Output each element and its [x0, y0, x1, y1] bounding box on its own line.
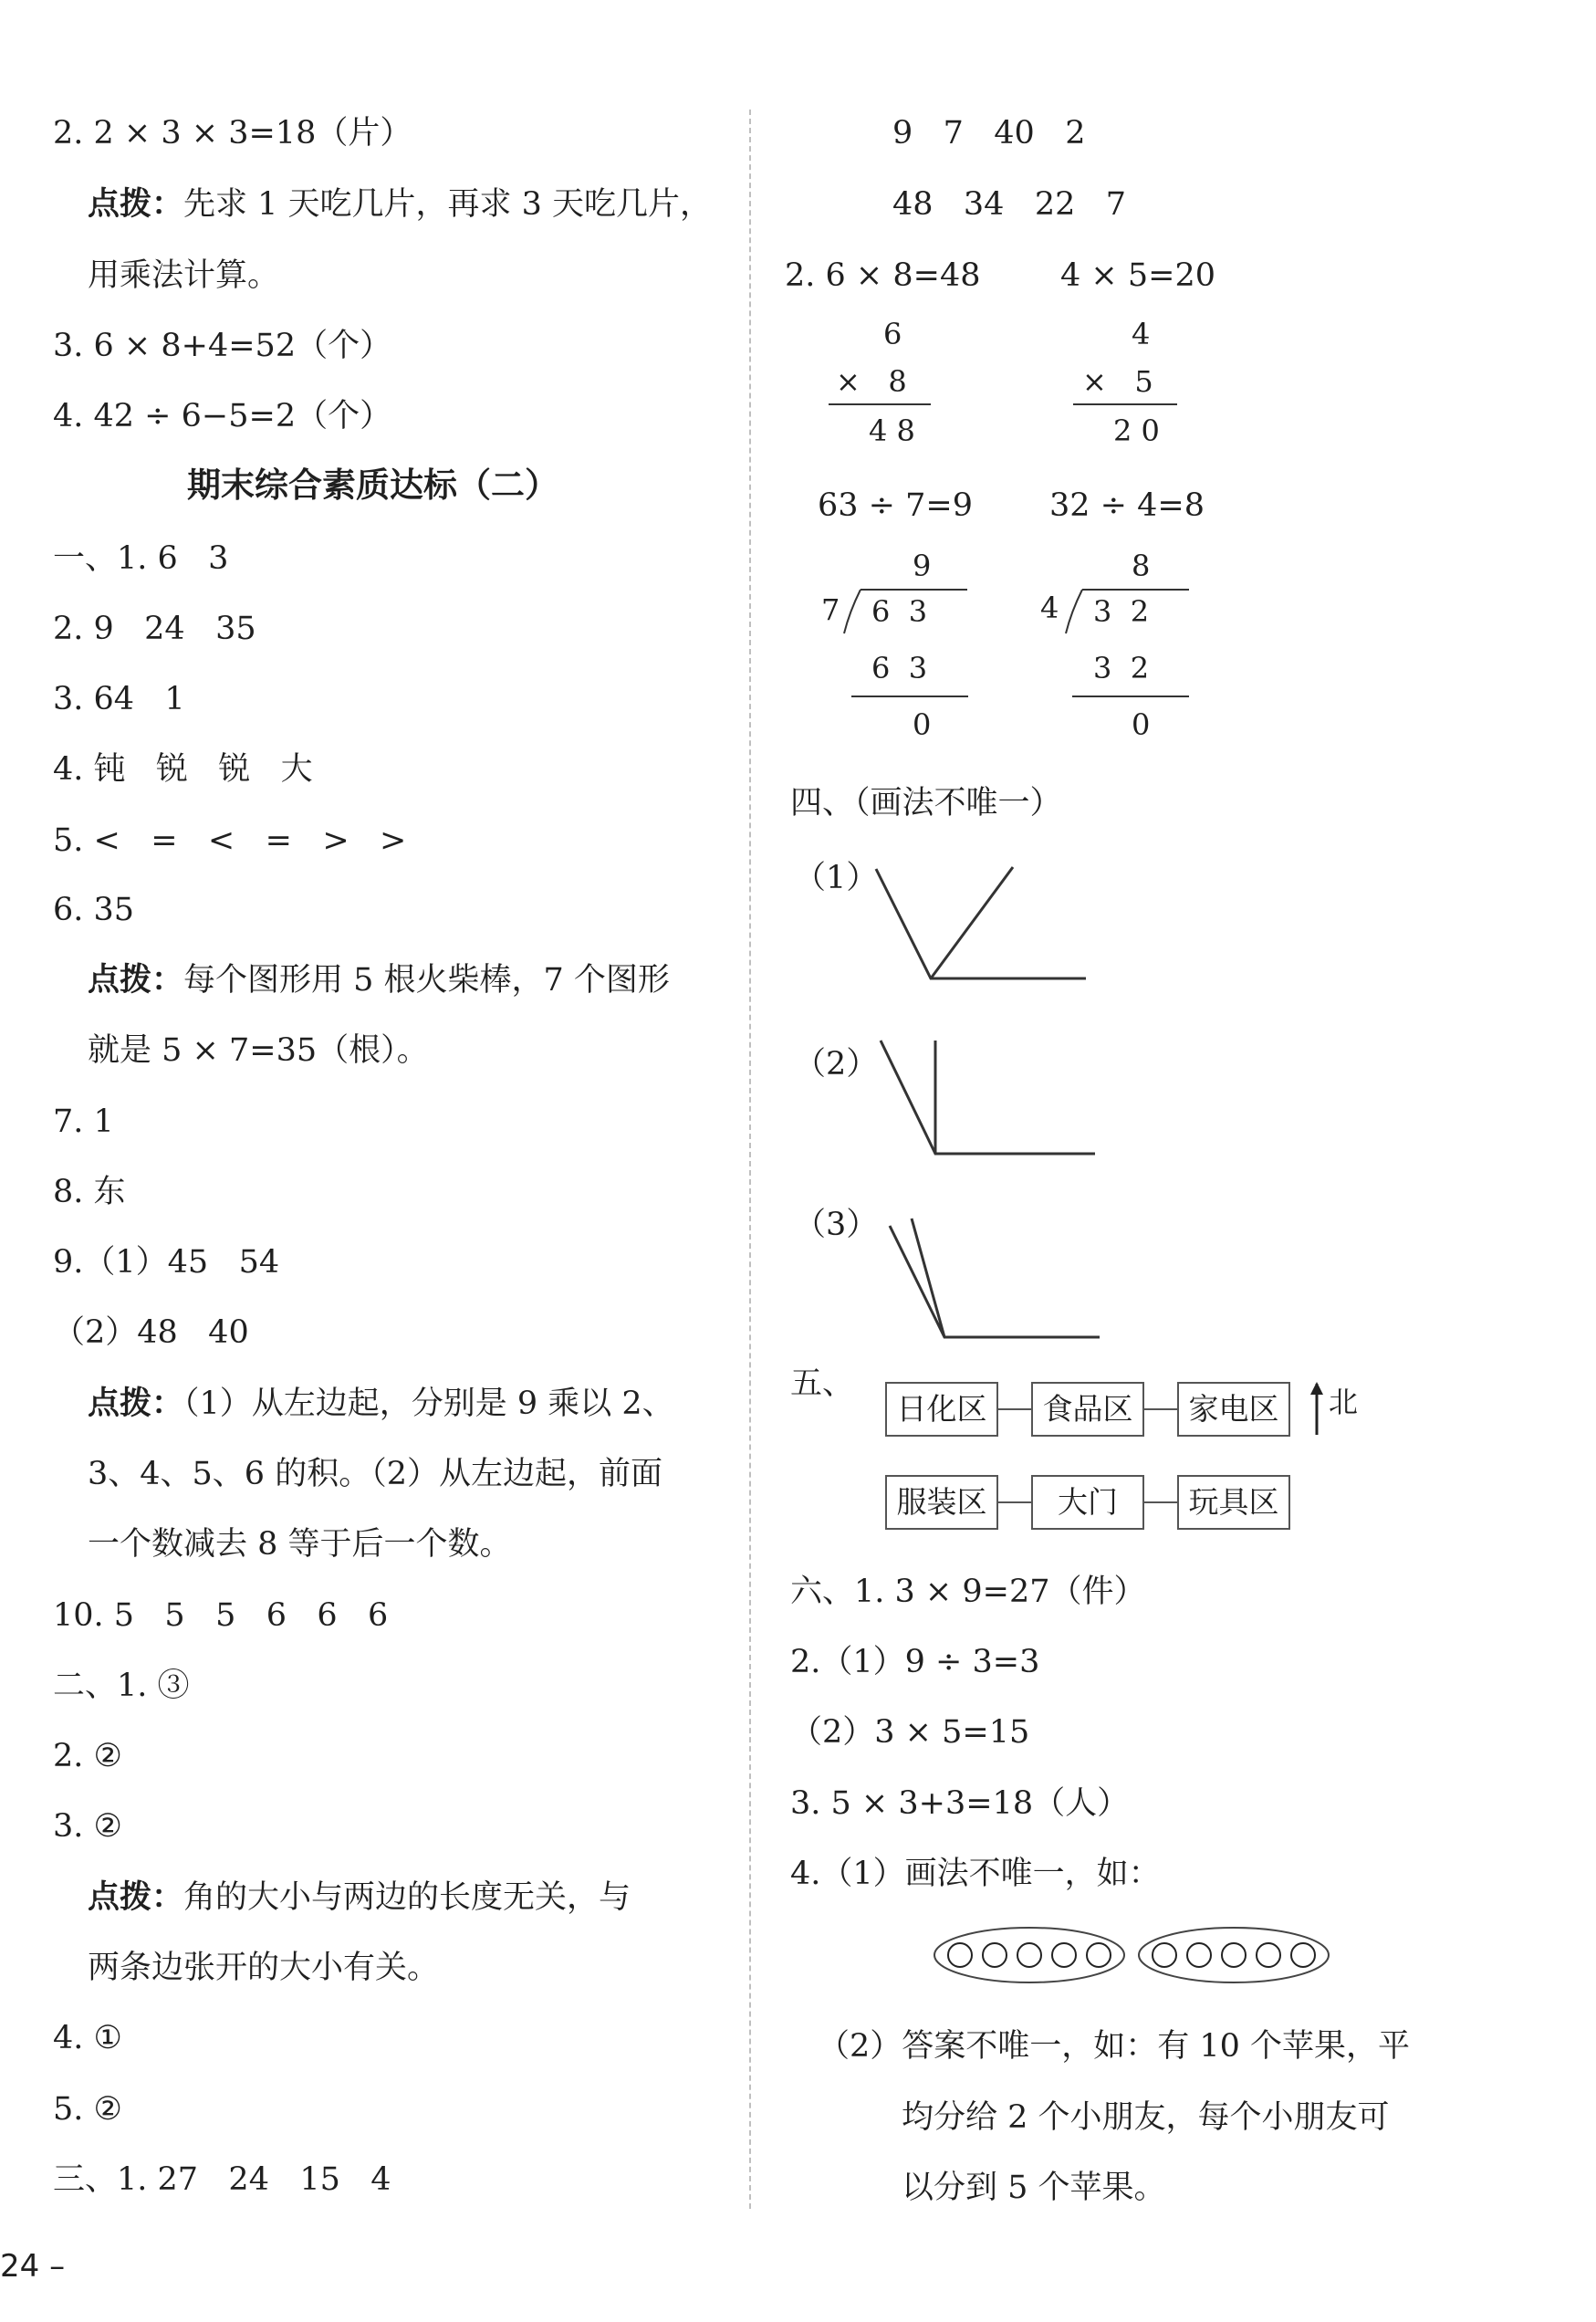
- tip-line: 一个数减去 8 等于后一个数。: [88, 1526, 512, 1563]
- answer-line: （2）3 × 5=15: [790, 1714, 1030, 1751]
- answer-line: 三、1. 27 24 15 4: [53, 2161, 391, 2198]
- calc-line: [1072, 696, 1189, 697]
- tip-text: （1）从左边起，分别是 9 乘以 2、: [183, 1386, 674, 1422]
- multiplicand: 4: [1132, 317, 1151, 351]
- answer-line: 63 ÷ 7=9: [818, 487, 973, 524]
- answer-line: 一、1. 6 3: [53, 540, 229, 577]
- answer-line: 2. 9 24 35: [53, 611, 256, 647]
- calc-line: [1073, 403, 1177, 405]
- map-box-daily-chemicals: 日化区: [885, 1382, 998, 1437]
- tip-label: 点拨：: [88, 962, 184, 999]
- answer-line: 7. 1: [53, 1103, 114, 1140]
- angle-figure-3: [890, 1219, 1109, 1346]
- tip-text: 先求 1 天吃几片，再求 3 天吃几片，: [183, 186, 713, 223]
- answer-line: 5. < = < = > >: [53, 822, 407, 859]
- subtrahend: 3 2: [1093, 651, 1150, 685]
- page-number: 24 –: [0, 2248, 66, 2285]
- tip-label: 点拨：: [88, 186, 184, 223]
- map-connector: [1144, 1501, 1177, 1503]
- tip-line: 两条边张开的大小有关。: [88, 1950, 440, 1986]
- product: 2 0: [1113, 413, 1160, 448]
- answer-line: 8. 东: [53, 1174, 126, 1210]
- section-heading: 四、（画法不唯一）: [790, 785, 1062, 821]
- answer-line: 32 ÷ 4=8: [1049, 487, 1205, 524]
- answer-line: 3. 6 × 8+4=52（个）: [53, 328, 392, 364]
- remainder: 0: [1132, 707, 1151, 742]
- answer-line: 5. ②: [53, 2091, 122, 2128]
- calc-line: [829, 403, 931, 405]
- column-divider: [749, 110, 751, 2209]
- remainder: 0: [913, 707, 932, 742]
- map-connector: [1144, 1408, 1177, 1410]
- figure-label: （1）: [794, 860, 879, 896]
- answer-line: 以分到 5 个苹果。: [902, 2170, 1166, 2206]
- tip-line: [88, 1382, 674, 1426]
- map-box-gate: 大门: [1031, 1475, 1144, 1530]
- answer-line: 9.（1）45 54: [53, 1244, 280, 1281]
- tip-line: [88, 1876, 631, 1919]
- answer-line: 4 × 5=20: [1060, 257, 1215, 294]
- grouping-circles-figure: [933, 1924, 1334, 1988]
- map-connector: [998, 1408, 1031, 1410]
- answer-line: （2）答案不唯一，如：有 10 个苹果，平: [818, 2028, 1411, 2065]
- answer-line: 10. 5 5 5 6 6 6: [53, 1597, 389, 1634]
- angle-figure-1: [876, 858, 1095, 986]
- map-box-toys: 玩具区: [1177, 1475, 1290, 1530]
- divisor: 7: [821, 592, 840, 627]
- answer-line: 2. ②: [53, 1738, 122, 1774]
- answer-line: 2.（1）9 ÷ 3=3: [790, 1644, 1040, 1680]
- north-arrow-icon: [1308, 1380, 1326, 1437]
- answer-line: 六、1. 3 × 9=27（件）: [790, 1574, 1146, 1610]
- answer-line: 二、1. ③: [53, 1668, 190, 1704]
- answer-line: 3. 5 × 3+3=18（人）: [790, 1785, 1130, 1822]
- answer-line: 3. 64 1: [53, 681, 185, 717]
- answer-line: 6. 35: [53, 892, 135, 928]
- answer-line: 3. ②: [53, 1808, 122, 1845]
- tip-line: 就是 5 × 7=35（根）。: [88, 1032, 429, 1069]
- answer-line: 4. 42 ÷ 6−5=2（个）: [53, 398, 392, 434]
- answer-line: 2. 2 × 3 × 3=18（片）: [53, 115, 412, 152]
- answer-line: 4. ①: [53, 2020, 122, 2056]
- section-title: 期末综合素质达标（二）: [187, 465, 558, 505]
- answer-line: 2. 6 × 8=48: [785, 257, 981, 294]
- map-box-food: 食品区: [1031, 1382, 1144, 1437]
- angle-figure-2: [881, 1041, 1100, 1168]
- multiplicand: 6: [883, 317, 902, 351]
- answer-line: 9 7 40 2: [892, 115, 1086, 152]
- product: 4 8: [869, 413, 915, 448]
- answer-line: 均分给 2 个小朋友，每个小朋友可: [902, 2099, 1390, 2136]
- subtrahend: 6 3: [871, 651, 928, 685]
- answer-line: （2）48 40: [53, 1314, 249, 1351]
- tip-line: [88, 183, 712, 226]
- section-heading: 五、: [790, 1365, 855, 1402]
- answer-line: 4. 钝 锐 锐 大: [53, 751, 313, 788]
- north-label: 北: [1329, 1385, 1359, 1419]
- tip-label: 点拨：: [88, 1879, 184, 1916]
- multiplier: × 5: [1082, 364, 1153, 399]
- answer-line: 4.（1）画法不唯一，如：: [790, 1856, 1161, 1892]
- quotient: 9: [913, 549, 932, 583]
- map-box-clothing: 服装区: [885, 1475, 998, 1530]
- map-connector: [998, 1501, 1031, 1503]
- map-box-appliances: 家电区: [1177, 1382, 1290, 1437]
- dividend: 3 2: [1093, 594, 1150, 629]
- figure-label: （2）: [794, 1046, 879, 1083]
- tip-text: 角的大小与两边的长度无关，与: [183, 1879, 631, 1916]
- multiplier: × 8: [836, 364, 907, 399]
- tip-line: 3、4、5、6 的积。（2）从左边起，前面: [88, 1456, 662, 1492]
- quotient: 8: [1132, 549, 1151, 583]
- tip-line: [88, 958, 670, 1002]
- calc-line: [851, 696, 968, 697]
- tip-label: 点拨：: [88, 1386, 184, 1422]
- divisor: 4: [1040, 591, 1059, 625]
- figure-label: （3）: [794, 1207, 879, 1243]
- answer-line: 48 34 22 7: [892, 186, 1127, 223]
- tip-text: 每个图形用 5 根火柴棒，7 个图形: [183, 962, 670, 999]
- tip-line: 用乘法计算。: [88, 257, 280, 294]
- dividend: 6 3: [871, 594, 928, 629]
